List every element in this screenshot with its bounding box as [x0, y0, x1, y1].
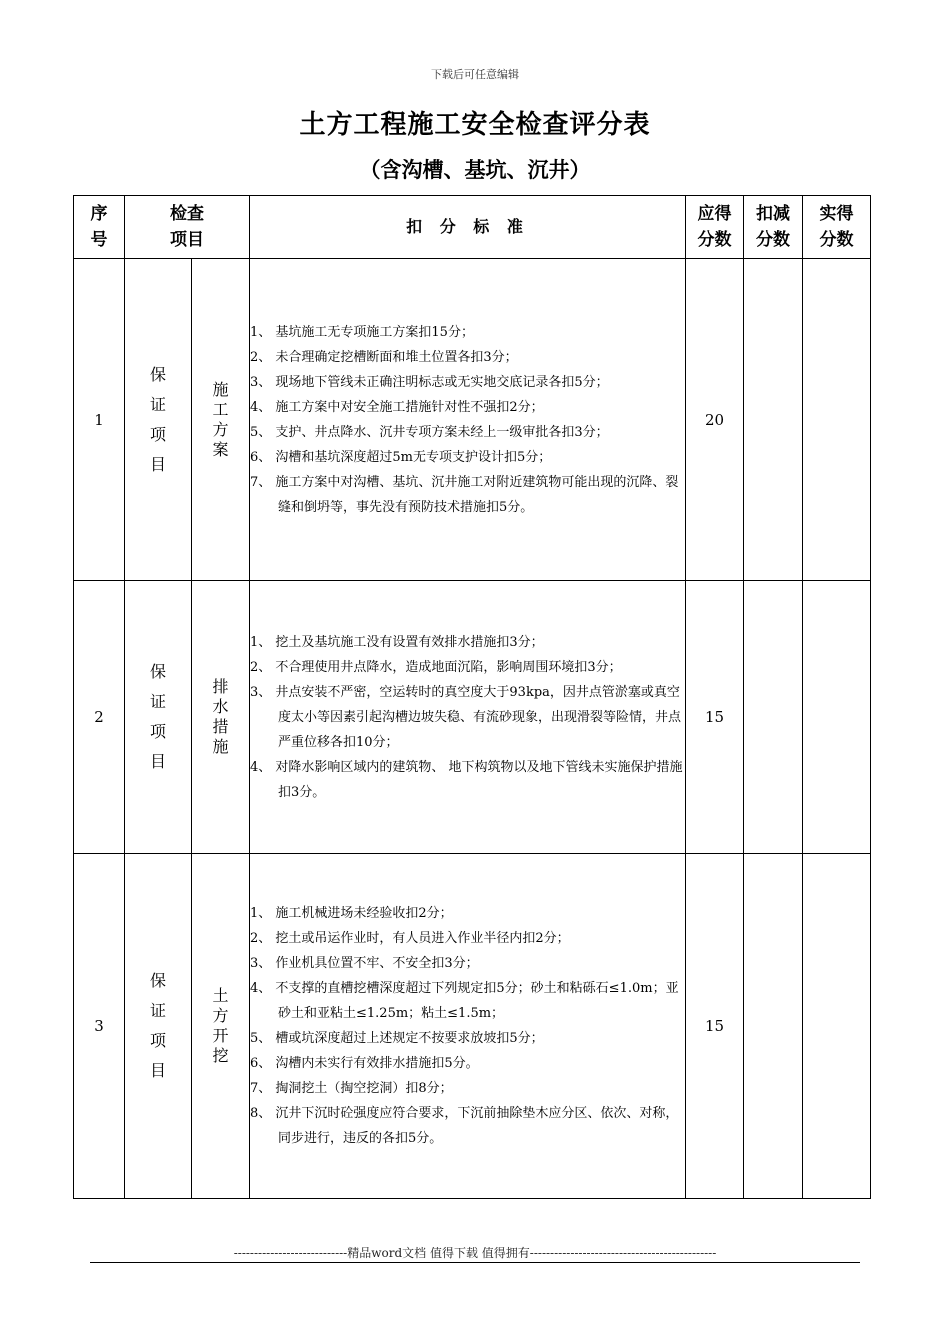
table-row [74, 854, 871, 1199]
row-criteria [250, 259, 686, 581]
criterion: 2、 未合理确定挖槽断面和堆土位置各扣3分； [250, 349, 518, 365]
header-standard: 扣 分 标 准 [250, 196, 686, 259]
criterion: 1、 基坑施工无专项施工方案扣15分； [250, 324, 474, 340]
header-check-item: 检查项目 [125, 196, 250, 259]
table-row [74, 581, 871, 854]
row-category: 保证项目 [125, 854, 192, 1199]
header-due-score: 应得分数 [686, 196, 744, 259]
row-criteria [250, 854, 686, 1199]
row-seq: 1 [74, 259, 125, 581]
header-seq: 序号 [74, 196, 125, 259]
criterion: 1、 挖土及基坑施工没有设置有效排水措施扣3分； [250, 634, 544, 650]
header-deduct-score: 扣减分数 [744, 196, 803, 259]
table-row [74, 259, 871, 581]
page-subtitle: （含沟槽、基坑、沉井） [359, 157, 591, 182]
row-item: 施工方案 [192, 259, 250, 581]
deduct-score [744, 259, 803, 581]
table-header-row [74, 196, 871, 259]
criterion: 6、 沟槽内未实行有效排水措施扣5分。 [250, 1056, 479, 1071]
criterion: 8、 沉井下沉时砼强度应符合要求，下沉前抽除垫木应分区、依次、对称，同步进行，违反的各扣5分。 [250, 1106, 679, 1146]
criterion: 4、 不支撑的直槽挖槽深度超过下列规定扣5分；砂土和粘砾石≤1.0m；亚砂土和亚粘土≤1.25m；粘土≤1.5m； [250, 981, 679, 1021]
due-score: 15 [686, 854, 744, 1199]
due-score: 20 [686, 259, 744, 581]
score-table [73, 195, 871, 1199]
deduct-score [744, 581, 803, 854]
criterion: 7、 掏洞挖土（掏空挖洞）扣8分； [250, 1081, 453, 1096]
criterion: 4、 施工方案中对安全施工措施针对性不强扣2分； [250, 399, 544, 415]
criterion: 3、 现场地下管线未正确注明标志或无实地交底记录各扣5分； [250, 374, 609, 390]
row-criteria [250, 581, 686, 854]
criterion: 1、 施工机械进场未经验收扣2分； [250, 906, 453, 921]
criterion: 2、 挖土或吊运作业时，有人员进入作业半径内扣2分； [250, 931, 570, 946]
row-item: 排水措施 [192, 581, 250, 854]
actual-score [803, 581, 871, 854]
criterion: 2、 不合理使用井点降水，造成地面沉陷，影响周围环境扣3分； [250, 659, 622, 675]
criterion: 6、 沟槽和基坑深度超过5m无专项支护设计扣5分； [250, 449, 552, 465]
deduct-score [744, 854, 803, 1199]
page-title: 土方工程施工安全检查评分表 [299, 110, 651, 140]
criterion: 5、 槽或坑深度超过上述规定不按要求放坡扣5分； [250, 1031, 544, 1046]
row-seq: 3 [74, 854, 125, 1199]
header-actual-score: 实得分数 [803, 196, 871, 259]
actual-score [803, 854, 871, 1199]
criterion: 4、 对降水影响区域内的建筑物、 地下构筑物以及地下管线未实施保护措施扣3分。 [250, 759, 683, 800]
row-seq: 2 [74, 581, 125, 854]
criterion: 3、 作业机具位置不牢、不安全扣3分； [250, 956, 479, 971]
actual-score [803, 259, 871, 581]
due-score: 15 [686, 581, 744, 854]
top-note: 下载后可任意编辑 [431, 68, 519, 81]
row-item: 土方开挖 [192, 854, 250, 1199]
row-category: 保证项目 [125, 259, 192, 581]
criterion: 5、 支护、井点降水、沉井专项方案未经上一级审批各扣3分； [250, 424, 609, 440]
criterion: 3、 井点安装不严密，空运转时的真空度大于93kpa，因井点管淤塞或真空度太小等因素引起沟槽边坡失稳、有流砂现象，出现滑裂等险情，井点严重位移各扣10分； [250, 684, 682, 750]
row-category: 保证项目 [125, 581, 192, 854]
criterion: 7、 施工方案中对沟槽、基坑、沉井施工对附近建筑物可能出现的沉降、裂缝和倒坍等，事先没有预防技术措施扣5分。 [250, 474, 679, 515]
footer-note: ----------------------------精品word文档 值得下载 值得拥有---------------------------------------------- [233, 1246, 717, 1260]
footer-divider [90, 1262, 860, 1263]
